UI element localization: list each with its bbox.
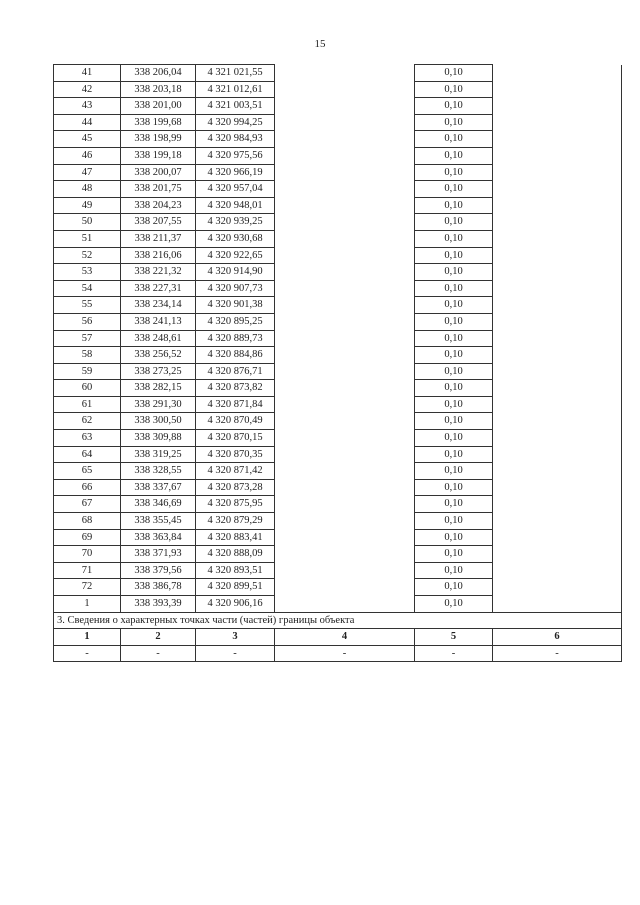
empty-cell xyxy=(493,380,622,397)
point-number: 61 xyxy=(54,396,121,413)
empty-cell xyxy=(493,463,622,480)
coordinate-x: 338 201,00 xyxy=(121,98,196,115)
empty-cell xyxy=(275,131,415,148)
coordinate-y: 4 320 966,19 xyxy=(196,164,275,181)
accuracy-value: 0,10 xyxy=(415,596,493,613)
empty-cell xyxy=(493,546,622,563)
empty-cell xyxy=(493,529,622,546)
point-number: 70 xyxy=(54,546,121,563)
point-number: 54 xyxy=(54,280,121,297)
accuracy-value: 0,10 xyxy=(415,114,493,131)
empty-cell xyxy=(275,347,415,364)
point-number: 69 xyxy=(54,529,121,546)
empty-cell xyxy=(493,479,622,496)
page-number: 15 xyxy=(314,38,326,50)
coordinate-y: 4 320 888,09 xyxy=(196,546,275,563)
accuracy-value: 0,10 xyxy=(415,65,493,82)
table-row xyxy=(54,546,622,563)
coordinate-x: 338 201,75 xyxy=(121,181,196,198)
empty-cell xyxy=(493,446,622,463)
empty-cell xyxy=(493,264,622,281)
accuracy-value: 0,10 xyxy=(415,479,493,496)
empty-cell xyxy=(493,98,622,115)
table-row xyxy=(54,562,622,579)
accuracy-value: 0,10 xyxy=(415,446,493,463)
empty-cell xyxy=(493,413,622,430)
coordinate-y: 4 320 883,41 xyxy=(196,529,275,546)
coordinate-y: 4 320 922,65 xyxy=(196,247,275,264)
empty-cell xyxy=(275,98,415,115)
coordinate-y: 4 320 870,35 xyxy=(196,446,275,463)
accuracy-value: 0,10 xyxy=(415,147,493,164)
point-number: 49 xyxy=(54,197,121,214)
table-row xyxy=(54,81,622,98)
section-3-header-row xyxy=(54,629,622,646)
coordinate-x: 338 204,23 xyxy=(121,197,196,214)
coordinate-x: 338 241,13 xyxy=(121,313,196,330)
table-row xyxy=(54,214,622,231)
coordinate-y: 4 320 870,15 xyxy=(196,430,275,447)
coordinate-y: 4 320 914,90 xyxy=(196,264,275,281)
empty-cell xyxy=(493,313,622,330)
accuracy-value: 0,10 xyxy=(415,496,493,513)
coordinates-rows xyxy=(54,65,622,613)
table-row xyxy=(54,164,622,181)
table-row xyxy=(54,230,622,247)
coordinate-x: 338 199,68 xyxy=(121,114,196,131)
point-number: 41 xyxy=(54,65,121,82)
empty-cell xyxy=(493,65,622,82)
empty-cell xyxy=(493,513,622,530)
coordinate-x: 338 328,55 xyxy=(121,463,196,480)
coordinate-y: 4 320 930,68 xyxy=(196,230,275,247)
table-row xyxy=(54,446,622,463)
coordinate-y: 4 320 948,01 xyxy=(196,197,275,214)
empty-cell: - xyxy=(415,645,493,662)
point-number: 66 xyxy=(54,479,121,496)
table-row xyxy=(54,347,622,364)
point-number: 53 xyxy=(54,264,121,281)
empty-cell xyxy=(275,330,415,347)
column-header: 1 xyxy=(54,629,121,646)
section-3-title: 3. Сведения о характерных точках части (частей) границы объекта xyxy=(54,612,622,629)
point-number: 58 xyxy=(54,347,121,364)
point-number: 71 xyxy=(54,562,121,579)
coordinate-y: 4 320 984,93 xyxy=(196,131,275,148)
coordinate-x: 338 282,15 xyxy=(121,380,196,397)
point-number: 43 xyxy=(54,98,121,115)
table-row xyxy=(54,596,622,613)
point-number: 72 xyxy=(54,579,121,596)
coordinate-x: 338 199,18 xyxy=(121,147,196,164)
coordinate-y: 4 320 893,51 xyxy=(196,562,275,579)
table-row xyxy=(54,579,622,596)
section-3-title-row xyxy=(54,612,622,629)
empty-cell xyxy=(493,147,622,164)
section-3 xyxy=(54,612,622,662)
empty-cell xyxy=(275,214,415,231)
coordinate-y: 4 320 870,49 xyxy=(196,413,275,430)
point-number: 47 xyxy=(54,164,121,181)
point-number: 48 xyxy=(54,181,121,198)
empty-cell: - xyxy=(121,645,196,662)
empty-cell xyxy=(275,479,415,496)
point-number: 60 xyxy=(54,380,121,397)
column-header: 6 xyxy=(493,629,622,646)
empty-cell xyxy=(275,546,415,563)
accuracy-value: 0,10 xyxy=(415,546,493,563)
point-number: 51 xyxy=(54,230,121,247)
empty-cell xyxy=(493,214,622,231)
coordinate-x: 338 371,93 xyxy=(121,546,196,563)
empty-cell xyxy=(275,496,415,513)
coordinate-x: 338 309,88 xyxy=(121,430,196,447)
accuracy-value: 0,10 xyxy=(415,131,493,148)
coordinate-y: 4 321 021,55 xyxy=(196,65,275,82)
coordinate-x: 338 291,30 xyxy=(121,396,196,413)
accuracy-value: 0,10 xyxy=(415,380,493,397)
coordinate-y: 4 320 901,38 xyxy=(196,297,275,314)
coordinate-x: 338 198,99 xyxy=(121,131,196,148)
coordinate-x: 338 227,31 xyxy=(121,280,196,297)
table-row xyxy=(54,396,622,413)
point-number: 56 xyxy=(54,313,121,330)
empty-cell: - xyxy=(493,645,622,662)
accuracy-value: 0,10 xyxy=(415,230,493,247)
point-number: 1 xyxy=(54,596,121,613)
coordinate-x: 338 300,50 xyxy=(121,413,196,430)
coordinate-y: 4 320 879,29 xyxy=(196,513,275,530)
coordinate-x: 338 200,07 xyxy=(121,164,196,181)
empty-cell: - xyxy=(54,645,121,662)
coordinate-y: 4 320 939,25 xyxy=(196,214,275,231)
point-number: 52 xyxy=(54,247,121,264)
empty-cell xyxy=(493,330,622,347)
empty-cell xyxy=(275,247,415,264)
accuracy-value: 0,10 xyxy=(415,280,493,297)
table-row xyxy=(54,513,622,530)
empty-cell xyxy=(275,596,415,613)
column-header: 3 xyxy=(196,629,275,646)
coordinates-table xyxy=(53,64,622,662)
accuracy-value: 0,10 xyxy=(415,363,493,380)
coordinate-y: 4 320 873,28 xyxy=(196,479,275,496)
empty-cell xyxy=(275,81,415,98)
empty-cell xyxy=(275,297,415,314)
table-row xyxy=(54,197,622,214)
coordinate-x: 338 273,25 xyxy=(121,363,196,380)
empty-cell xyxy=(275,181,415,198)
coordinate-y: 4 320 876,71 xyxy=(196,363,275,380)
empty-cell xyxy=(275,114,415,131)
point-number: 62 xyxy=(54,413,121,430)
coordinate-y: 4 320 994,25 xyxy=(196,114,275,131)
empty-cell xyxy=(493,562,622,579)
empty-cell xyxy=(275,264,415,281)
point-number: 65 xyxy=(54,463,121,480)
empty-cell xyxy=(493,81,622,98)
coordinate-x: 338 355,45 xyxy=(121,513,196,530)
accuracy-value: 0,10 xyxy=(415,562,493,579)
accuracy-value: 0,10 xyxy=(415,513,493,530)
table-row xyxy=(54,479,622,496)
point-number: 44 xyxy=(54,114,121,131)
empty-cell xyxy=(275,463,415,480)
accuracy-value: 0,10 xyxy=(415,396,493,413)
coordinate-y: 4 320 871,84 xyxy=(196,396,275,413)
coordinate-y: 4 320 895,25 xyxy=(196,313,275,330)
table-row xyxy=(54,147,622,164)
coordinate-x: 338 393,39 xyxy=(121,596,196,613)
empty-cell: - xyxy=(196,645,275,662)
accuracy-value: 0,10 xyxy=(415,430,493,447)
empty-cell xyxy=(275,446,415,463)
accuracy-value: 0,10 xyxy=(415,214,493,231)
coordinate-x: 338 221,32 xyxy=(121,264,196,281)
empty-cell xyxy=(493,596,622,613)
empty-cell xyxy=(493,430,622,447)
coordinate-y: 4 320 871,42 xyxy=(196,463,275,480)
coordinate-x: 338 363,84 xyxy=(121,529,196,546)
point-number: 50 xyxy=(54,214,121,231)
coordinate-x: 338 337,67 xyxy=(121,479,196,496)
coordinate-y: 4 320 889,73 xyxy=(196,330,275,347)
accuracy-value: 0,10 xyxy=(415,347,493,364)
accuracy-value: 0,10 xyxy=(415,164,493,181)
empty-cell xyxy=(493,164,622,181)
empty-cell xyxy=(275,197,415,214)
coordinate-x: 338 206,04 xyxy=(121,65,196,82)
empty-cell xyxy=(493,197,622,214)
empty-cell xyxy=(493,230,622,247)
table-row xyxy=(54,380,622,397)
empty-cell xyxy=(275,529,415,546)
table-row xyxy=(54,264,622,281)
accuracy-value: 0,10 xyxy=(415,98,493,115)
table-row xyxy=(54,529,622,546)
table-row xyxy=(54,98,622,115)
coordinate-y: 4 320 975,56 xyxy=(196,147,275,164)
empty-cell xyxy=(493,363,622,380)
coordinate-x: 338 248,61 xyxy=(121,330,196,347)
accuracy-value: 0,10 xyxy=(415,297,493,314)
coordinate-x: 338 203,18 xyxy=(121,81,196,98)
coordinate-y: 4 320 875,95 xyxy=(196,496,275,513)
empty-cell xyxy=(275,65,415,82)
accuracy-value: 0,10 xyxy=(415,313,493,330)
table-row xyxy=(54,413,622,430)
coordinate-y: 4 320 957,04 xyxy=(196,181,275,198)
empty-cell xyxy=(275,230,415,247)
table-row xyxy=(54,65,622,82)
coordinate-y: 4 320 873,82 xyxy=(196,380,275,397)
point-number: 55 xyxy=(54,297,121,314)
coordinate-x: 338 211,37 xyxy=(121,230,196,247)
empty-cell xyxy=(275,164,415,181)
table-row xyxy=(54,313,622,330)
column-header: 4 xyxy=(275,629,415,646)
coordinate-x: 338 379,56 xyxy=(121,562,196,579)
coordinate-x: 338 319,25 xyxy=(121,446,196,463)
point-number: 59 xyxy=(54,363,121,380)
empty-cell: - xyxy=(275,645,415,662)
table-row xyxy=(54,181,622,198)
point-number: 68 xyxy=(54,513,121,530)
table-row xyxy=(54,496,622,513)
table-row xyxy=(54,463,622,480)
accuracy-value: 0,10 xyxy=(415,529,493,546)
coordinate-x: 338 386,78 xyxy=(121,579,196,596)
coordinate-x: 338 207,55 xyxy=(121,214,196,231)
point-number: 67 xyxy=(54,496,121,513)
coordinate-y: 4 320 899,51 xyxy=(196,579,275,596)
coordinate-y: 4 320 906,16 xyxy=(196,596,275,613)
empty-cell xyxy=(493,496,622,513)
empty-cell xyxy=(275,413,415,430)
accuracy-value: 0,10 xyxy=(415,264,493,281)
table-row xyxy=(54,430,622,447)
point-number: 63 xyxy=(54,430,121,447)
point-number: 45 xyxy=(54,131,121,148)
coordinate-x: 338 346,69 xyxy=(121,496,196,513)
table-row xyxy=(54,114,622,131)
empty-cell xyxy=(493,396,622,413)
empty-cell xyxy=(275,562,415,579)
coordinate-y: 4 320 884,86 xyxy=(196,347,275,364)
column-header: 2 xyxy=(121,629,196,646)
point-number: 57 xyxy=(54,330,121,347)
empty-cell xyxy=(493,347,622,364)
accuracy-value: 0,10 xyxy=(415,579,493,596)
accuracy-value: 0,10 xyxy=(415,330,493,347)
section-3-empty-row xyxy=(54,645,622,662)
empty-cell xyxy=(275,363,415,380)
empty-cell xyxy=(493,247,622,264)
coordinate-x: 338 216,06 xyxy=(121,247,196,264)
table-row xyxy=(54,131,622,148)
coordinate-x: 338 256,52 xyxy=(121,347,196,364)
empty-cell xyxy=(493,181,622,198)
accuracy-value: 0,10 xyxy=(415,463,493,480)
point-number: 46 xyxy=(54,147,121,164)
empty-cell xyxy=(493,280,622,297)
coordinate-y: 4 321 012,61 xyxy=(196,81,275,98)
empty-cell xyxy=(493,114,622,131)
table-row xyxy=(54,363,622,380)
empty-cell xyxy=(275,313,415,330)
column-header: 5 xyxy=(415,629,493,646)
table-row xyxy=(54,330,622,347)
accuracy-value: 0,10 xyxy=(415,413,493,430)
empty-cell xyxy=(275,147,415,164)
point-number: 42 xyxy=(54,81,121,98)
empty-cell xyxy=(275,396,415,413)
coordinate-x: 338 234,14 xyxy=(121,297,196,314)
coordinate-y: 4 321 003,51 xyxy=(196,98,275,115)
accuracy-value: 0,10 xyxy=(415,197,493,214)
accuracy-value: 0,10 xyxy=(415,181,493,198)
empty-cell xyxy=(275,513,415,530)
empty-cell xyxy=(275,280,415,297)
empty-cell xyxy=(275,380,415,397)
table-row xyxy=(54,247,622,264)
accuracy-value: 0,10 xyxy=(415,81,493,98)
accuracy-value: 0,10 xyxy=(415,247,493,264)
table-row xyxy=(54,297,622,314)
empty-cell xyxy=(493,579,622,596)
empty-cell xyxy=(493,131,622,148)
coordinate-y: 4 320 907,73 xyxy=(196,280,275,297)
point-number: 64 xyxy=(54,446,121,463)
table-row xyxy=(54,280,622,297)
empty-cell xyxy=(275,579,415,596)
empty-cell xyxy=(493,297,622,314)
empty-cell xyxy=(275,430,415,447)
